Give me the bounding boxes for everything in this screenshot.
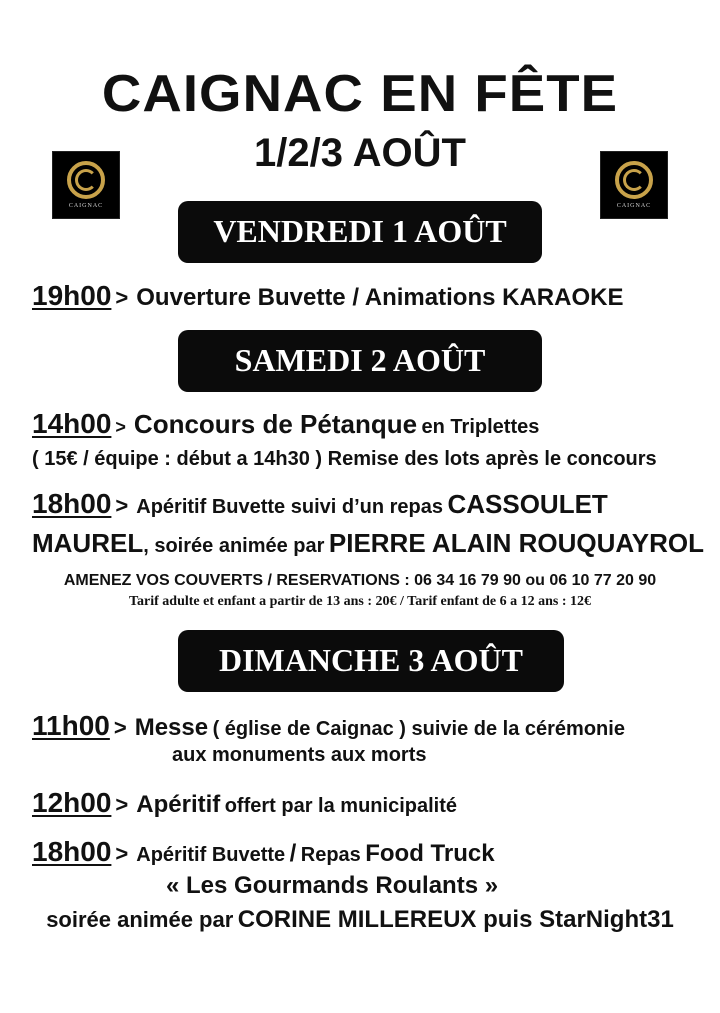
sunday-item-1-line2: aux monuments aux morts bbox=[172, 744, 427, 766]
saturday-item-2-line2 bbox=[32, 528, 704, 559]
saturday-item-2 bbox=[32, 488, 608, 520]
event-main: Food Truck bbox=[365, 840, 495, 867]
time: 12h00 bbox=[32, 787, 112, 818]
sunday-item-3-line2: « Les Gourmands Roulants » bbox=[166, 872, 499, 899]
arrow: > bbox=[115, 493, 129, 518]
sunday-item-3-line3 bbox=[0, 906, 720, 934]
event-pre: Apéritif Buvette bbox=[136, 844, 286, 866]
arrow: > bbox=[115, 285, 129, 310]
time: 19h00 bbox=[32, 280, 112, 311]
tarif: Tarif adulte et enfant a partir de 13 ans : 20€ / Tarif enfant de 6 a 12 ans : 12€ bbox=[128, 594, 591, 609]
arrow: > bbox=[115, 417, 126, 437]
event-dates: 1/2/3 AOÛT bbox=[254, 131, 466, 175]
event-pre: soirée animée par bbox=[46, 907, 234, 932]
sunday-item-2 bbox=[32, 787, 457, 819]
event-text: Ouverture Buvette / Animations KARAOKE bbox=[136, 284, 624, 311]
day-heading-sunday: DIMANCHE 3 AOÛT bbox=[178, 630, 564, 692]
logo-left bbox=[52, 151, 120, 219]
time: 18h00 bbox=[32, 836, 112, 867]
arrow: > bbox=[115, 841, 129, 866]
arrow: > bbox=[115, 792, 129, 817]
event-pre: Apéritif Buvette suivi d’un repas bbox=[136, 496, 443, 518]
reservations: AMENEZ VOS COUVERTS / RESERVATIONS : 06 34 16 79 90 ou 06 10 77 20 90 bbox=[63, 572, 657, 589]
sunday-item-1 bbox=[32, 710, 625, 742]
page-title: CAIGNAC EN FÊTE bbox=[101, 65, 619, 123]
event-artist: PIERRE ALAIN ROUQUAYROL bbox=[328, 528, 704, 558]
logo-right bbox=[600, 151, 668, 219]
event-main: CORINE MILLEREUX puis StarNight31 bbox=[237, 906, 674, 933]
event-dish2: MAUREL bbox=[32, 528, 144, 558]
time: 11h00 bbox=[32, 710, 110, 741]
event-dish: CASSOULET bbox=[447, 489, 608, 519]
event-mid: , soirée animée par bbox=[143, 535, 325, 557]
sunday-item-3 bbox=[32, 836, 495, 868]
event-repas: Repas bbox=[300, 844, 361, 866]
event-main: Concours de Pétanque bbox=[133, 409, 418, 439]
saturday-item-1-detail: ( 15€ / équipe : début a 14h30 ) Remise des lots après le concours bbox=[32, 448, 657, 470]
logo-c-icon bbox=[623, 169, 645, 191]
event-main: Apéritif bbox=[136, 791, 221, 818]
arrow: > bbox=[113, 715, 127, 740]
logo-text: CAIGNAC bbox=[616, 203, 652, 209]
day-heading-saturday: SAMEDI 2 AOÛT bbox=[178, 330, 542, 392]
logo-text: CAIGNAC bbox=[68, 203, 104, 209]
event-slash: / bbox=[289, 840, 297, 867]
event-rest: ( église de Caignac ) suivie de la cérémonie bbox=[212, 718, 625, 740]
day-heading-friday: VENDREDI 1 AOÛT bbox=[178, 201, 542, 263]
event-suffix: en Triplettes bbox=[421, 416, 540, 438]
friday-item-1 bbox=[32, 280, 623, 312]
logo-c-icon bbox=[75, 169, 97, 191]
time: 18h00 bbox=[32, 488, 112, 519]
saturday-item-1 bbox=[32, 408, 539, 440]
event-main: Messe bbox=[134, 714, 209, 741]
time: 14h00 bbox=[32, 408, 112, 439]
event-rest: offert par la municipalité bbox=[224, 795, 457, 817]
